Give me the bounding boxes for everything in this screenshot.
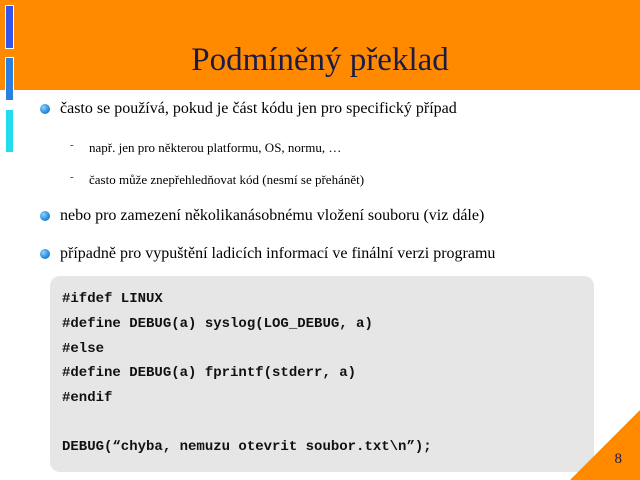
corner-triangle	[570, 410, 640, 480]
bullet-icon	[40, 211, 50, 221]
bullet-icon	[40, 249, 50, 259]
dash-icon: -	[70, 171, 74, 183]
bullet-text-2: nebo pro zamezení několikanásobnému vložení souboru (viz dále)	[60, 207, 485, 224]
code-line-2: #define DEBUG(a) syslog(LOG_DEBUG, a)	[62, 316, 373, 332]
sub-bullet-text-2: často může znepřehledňovat kód (nesmí se přehánět)	[89, 172, 365, 187]
code-line-3: #else	[62, 341, 105, 357]
bullet-text-3: případně pro vypuštění ladicích informací ve finální verzi programu	[60, 245, 496, 262]
bullet-icon	[40, 104, 50, 114]
bullet-text-1: často se používá, pokud je část kódu jen pro specifický případ	[60, 100, 457, 117]
code-line-1: #ifdef LINUX	[62, 291, 163, 307]
code-line-7: DEBUG(“chyba, nemuzu otevrit soubor.txt\n”);	[62, 439, 432, 455]
page-number: 8	[614, 451, 622, 467]
code-line-4: #define DEBUG(a) fprintf(stderr, a)	[62, 365, 357, 381]
slide-title: Podmíněný překlad	[191, 42, 449, 78]
sub-bullet-text-1: např. jen pro některou platformu, OS, normu, …	[89, 140, 342, 155]
dash-icon: -	[70, 139, 74, 151]
code-line-5: #endif	[62, 390, 113, 406]
accent-block-3	[5, 109, 14, 153]
